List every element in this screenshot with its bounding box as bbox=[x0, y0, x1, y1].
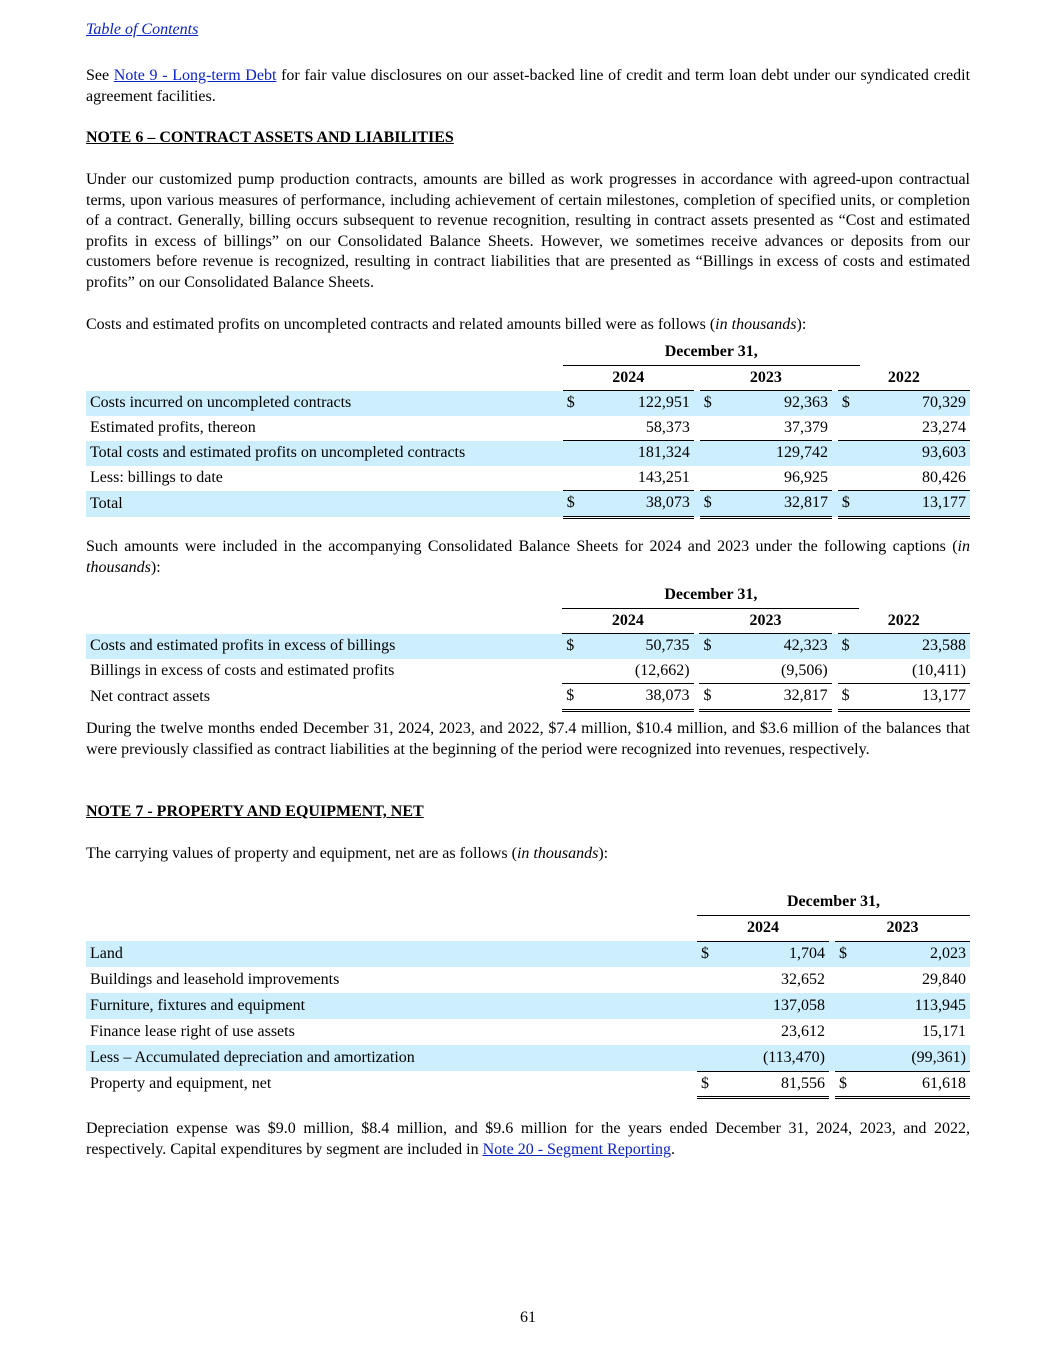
note-7-heading: NOTE 7 - PROPERTY AND EQUIPMENT, NET bbox=[86, 803, 424, 820]
table-row: Buildings and leasehold improvements 32,652 29,840 bbox=[90, 970, 966, 988]
table-row: Less – Accumulated depreciation and amortization (113,470) (99,361) bbox=[86, 1045, 970, 1071]
property-equipment-table bbox=[86, 890, 970, 1099]
note-7-intro: The carrying values of property and equipment, net are as follows (in thousands): bbox=[86, 845, 609, 862]
page-number: 61 bbox=[520, 1309, 536, 1326]
table-row: Less: billings to date 143,251 96,925 80,426 bbox=[86, 466, 970, 491]
table1-year-2024: 2024 bbox=[563, 365, 694, 391]
table-of-contents-link[interactable]: Table of Contents bbox=[86, 21, 199, 38]
note-6-paragraph: Under our customized pump production contracts, amounts are billed as work progresses in accordance with agreed-upon contractual terms, upon various measures of performance, including achievement of certain milestones, completion of specified units, or completion of a contract. Generally, billing occurs subsequent to revenue recognition, resulting in contract assets presented as “Cost and estimated profits in excess of billings” on our Consolidated Balance Sheets. However, we sometimes receive advances or deposits from our customers before revenue is recognized, resulting in contract liabilities that are presented as “Billings in excess of costs and estimated profits” on our Consolidated Balance Sheets. bbox=[86, 171, 970, 291]
note-20-link[interactable]: Note 20 - Segment Reporting bbox=[482, 1140, 672, 1158]
table3-group-header: December 31, bbox=[697, 890, 970, 915]
table2-group-header: December 31, bbox=[562, 583, 859, 608]
note-7-closing: Depreciation expense was $9.0 million, $8.4 million, and $9.6 million for the years ended December 31, 2024, 2023, and 2022, respectively. Capital expenditures by segment are included in Note 20 - Segment Reporting. bbox=[86, 1120, 970, 1158]
table3-year-2023: 2023 bbox=[835, 915, 970, 941]
table2-intro: Such amounts were included in the accompanying Consolidated Balance Sheets for 2024 and 2023 under the following captions (in thousands): bbox=[86, 538, 970, 576]
contract-costs-table bbox=[86, 340, 970, 519]
table1-intro: Costs and estimated profits on uncompleted contracts and related amounts billed were as follows (in thousands): bbox=[86, 316, 807, 333]
intro-paragraph bbox=[86, 66, 970, 107]
table1-year-2023: 2023 bbox=[700, 365, 832, 391]
table-row: Estimated profits, thereon 58,373 37,379 23,274 bbox=[86, 416, 970, 441]
table-row: Net contract assets $ 38,073 $ 32,817 $ 13,177 bbox=[86, 684, 970, 711]
table2-year-2023: 2023 bbox=[699, 608, 831, 634]
note-6-heading: NOTE 6 – CONTRACT ASSETS AND LIABILITIES bbox=[86, 129, 454, 146]
table-row: Total costs and estimated profits on uncompleted contracts 181,324 129,742 93,603 bbox=[86, 441, 970, 466]
table1-year-2022: 2022 bbox=[838, 365, 970, 391]
table-row: Costs incurred on uncompleted contracts $ 122,951 $ 92,363 $ 70,329 bbox=[86, 391, 970, 416]
table-row: Land $ 1,704 $ 2,023 bbox=[86, 941, 970, 967]
table-row: Property and equipment, net $ 81,556 $ 61,618 bbox=[86, 1071, 970, 1098]
intro-suffix: for fair value disclosures on our asset-backed line of credit and term loan debt under our syndicated credit agreement facilities. bbox=[86, 67, 971, 105]
note-6-closing: During the twelve months ended December 31, 2024, 2023, and 2022, $7.4 million, $10.4 million, and $3.6 million of the balances that were previously classified as contract liabilities at the beginning of the period were recognized into revenues, respectively. bbox=[86, 720, 970, 758]
note-9-link[interactable]: Note 9 - Long-term Debt bbox=[113, 67, 277, 84]
table3-year-2024: 2024 bbox=[697, 915, 829, 941]
table-row: Costs and estimated profits in excess of billings $ 50,735 $ 42,323 $ 23,588 bbox=[86, 634, 970, 659]
contract-captions-table bbox=[86, 583, 970, 712]
intro-prefix: See bbox=[86, 67, 114, 84]
table-row: Billings in excess of costs and estimated profits (12,662) (9,506) (10,411) bbox=[86, 659, 970, 684]
table2-year-2022: 2022 bbox=[838, 608, 970, 634]
table-row: Finance lease right of use assets 23,612 15,171 bbox=[90, 1022, 966, 1040]
table2-year-2024: 2024 bbox=[562, 608, 693, 634]
table1-group-header: December 31, bbox=[563, 340, 860, 365]
table-row: Total $ 38,073 $ 32,817 $ 13,177 bbox=[86, 491, 970, 518]
table-row: Furniture, fixtures and equipment 137,058 113,945 bbox=[86, 993, 970, 1019]
